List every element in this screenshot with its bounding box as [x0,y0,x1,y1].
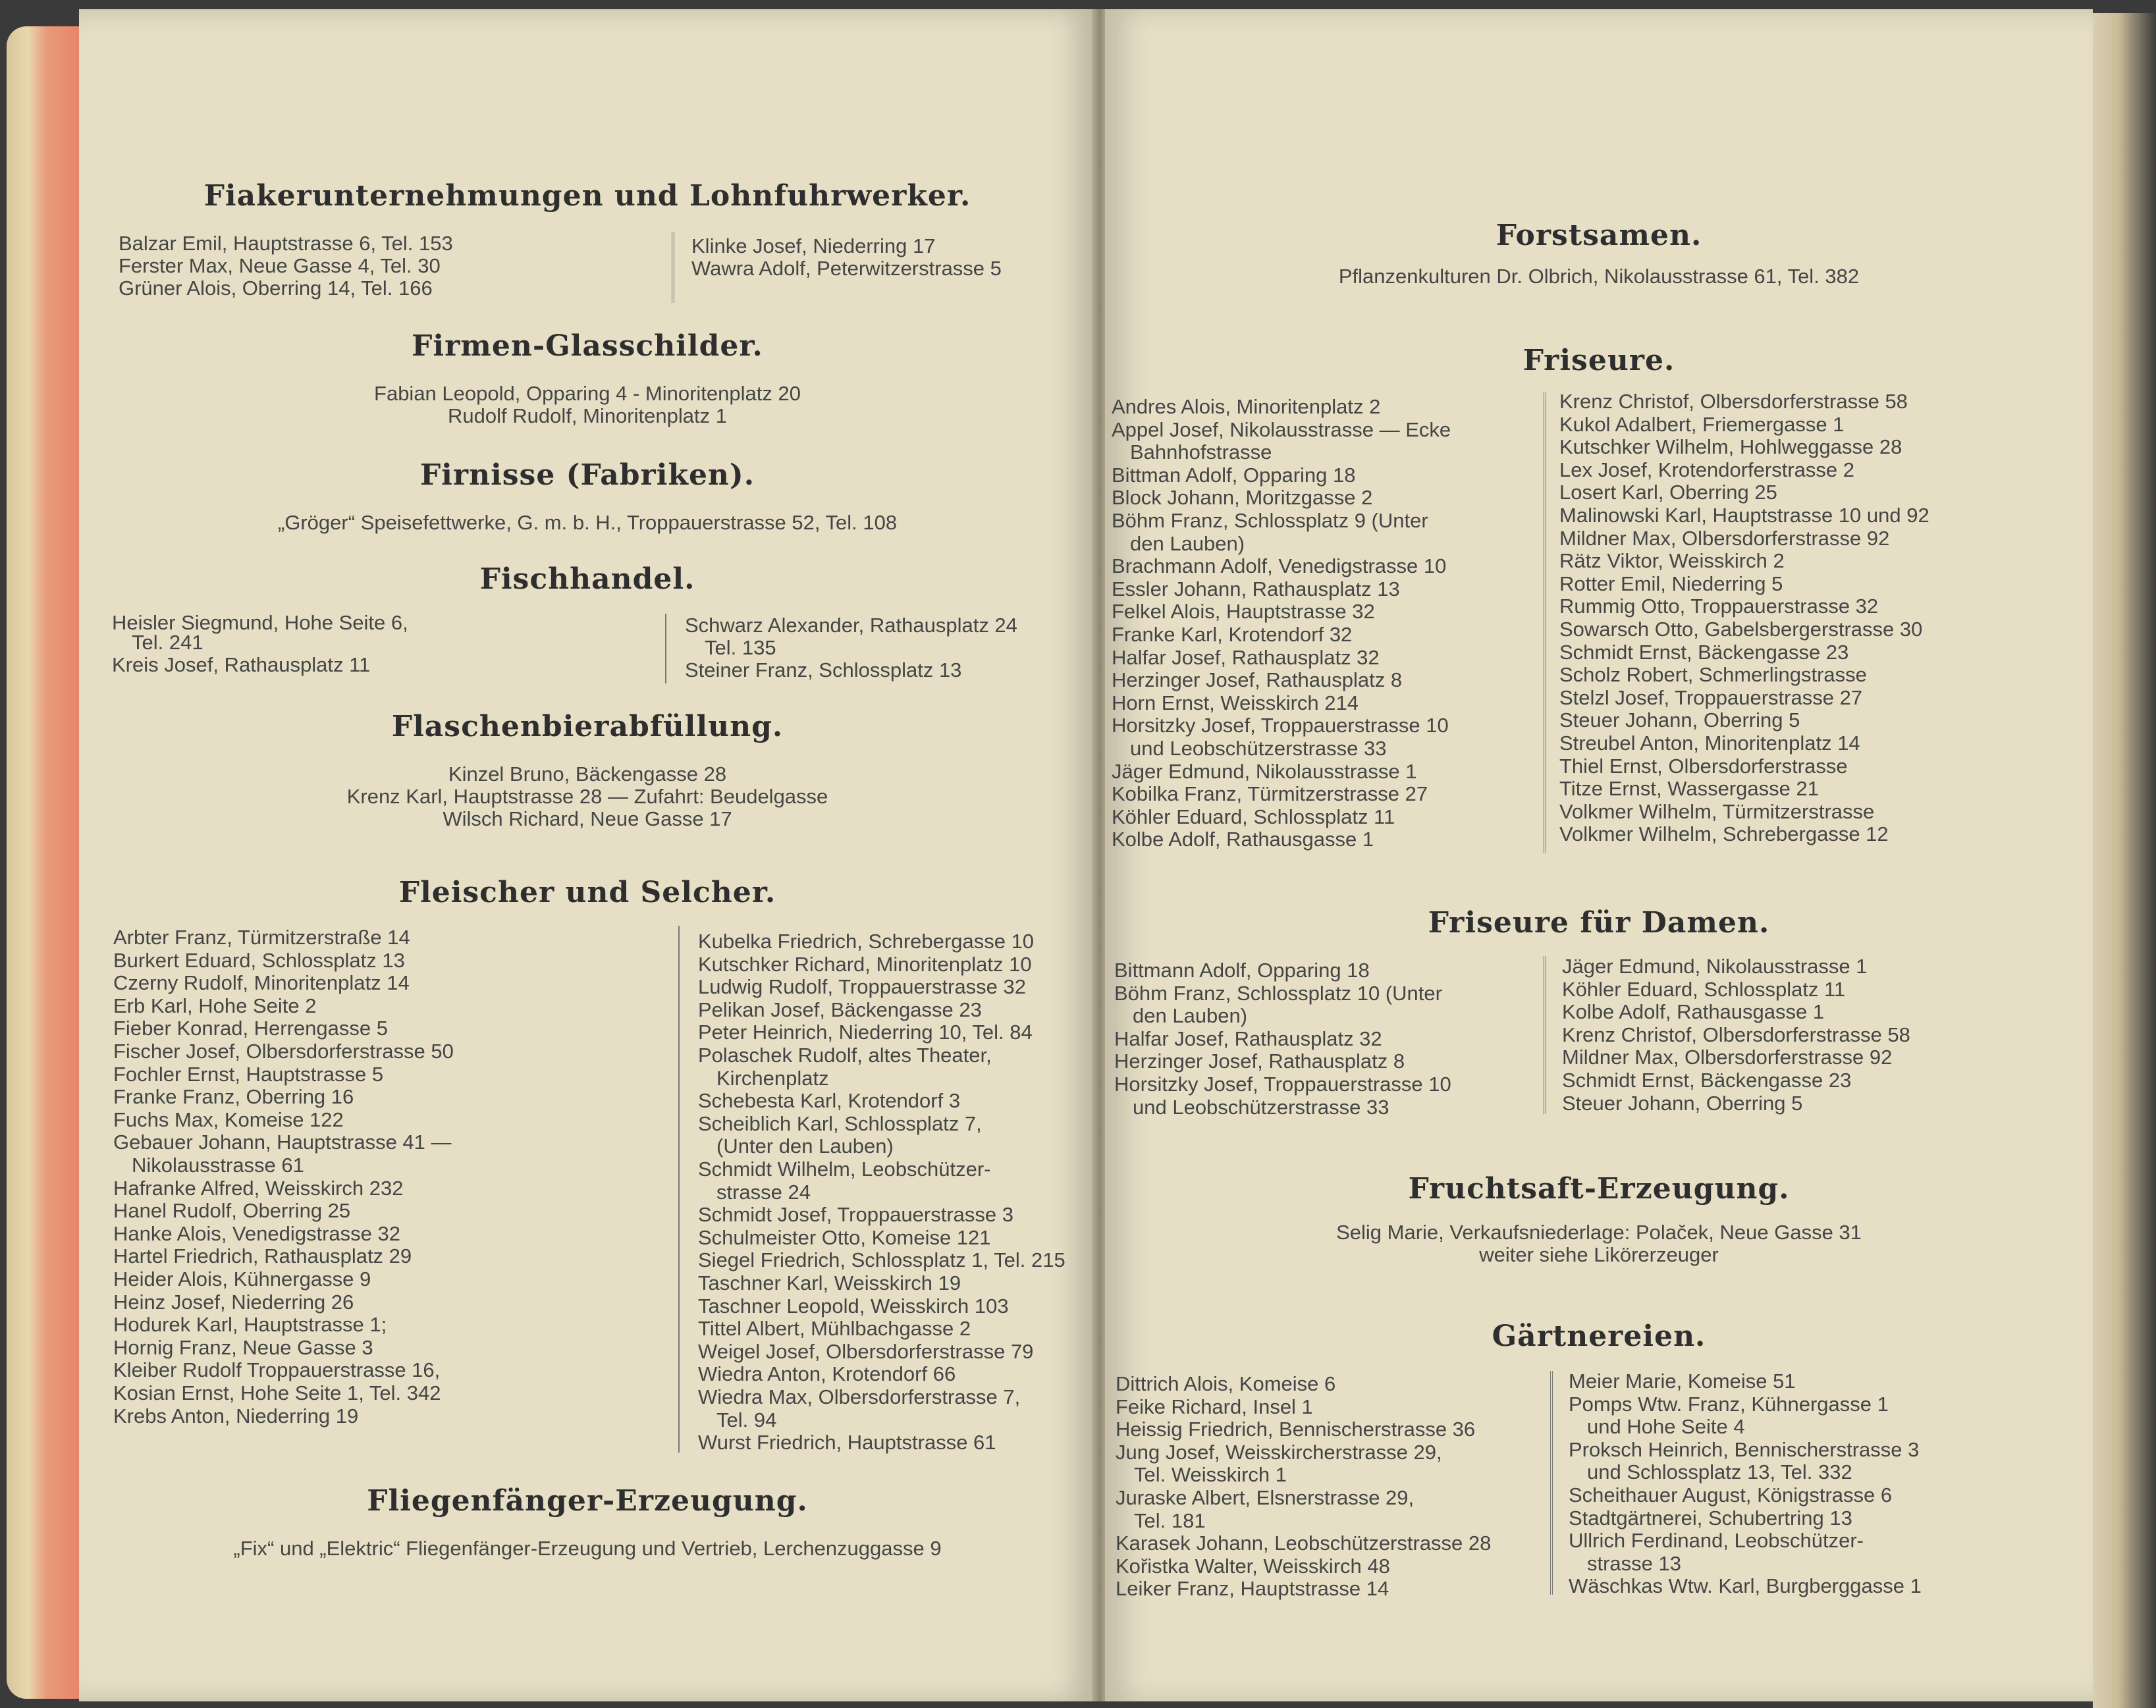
column-divider [1550,1371,1553,1595]
list-item: Tittel Albert, Mühlbachgasse 2 [698,1317,971,1341]
section-heading: Friseure für Damen. [1428,906,1770,940]
list-item: Rudolf Rudolf, Minoritenplatz 1 [448,404,727,427]
list-item: Burkert Eduard, Schlossplatz 13 [113,948,405,972]
list-item: Kinzel Bruno, Bäckengasse 28 [448,762,727,786]
list-item: Herzinger Josef, Rathausplatz 8 [1112,668,1403,692]
list-item: Mildner Max, Olbersdorferstrasse 92 [1562,1046,1893,1069]
list-item: Siegel Friedrich, Schlossplatz 1, Tel. 215 [698,1248,1065,1272]
list-item: Proksch Heinrich, Bennischerstrasse 3 [1569,1437,1920,1461]
list-item: Ferster Max, Neue Gasse 4, Tel. 30 [119,254,441,277]
list-item: Thiel Ernst, Olbersdorferstrasse [1559,754,1848,778]
list-item: Mildner Max, Olbersdorferstrasse 92 [1559,526,1890,550]
section-heading: Fischhandel. [479,562,695,596]
list-item: Rotter Emil, Niederring 5 [1559,572,1783,595]
list-item: Stadtgärtnerei, Schubertring 13 [1569,1506,1852,1530]
list-item: und Leobschützerstrasse 33 [1133,1095,1389,1119]
list-item: Wäschkas Wtw. Karl, Burgberggasse 1 [1569,1574,1922,1598]
list-item: Essler Johann, Rathausplatz 13 [1112,577,1400,600]
list-item: Selig Marie, Verkaufsniederlage: Polaček, Neue Gasse 31 [1336,1221,1862,1244]
list-item: Ludwig Rudolf, Troppauerstrasse 32 [698,975,1027,999]
list-item: Titze Ernst, Wassergasse 21 [1559,777,1819,801]
section-heading: Firnisse (Fabriken). [419,458,755,492]
list-item: Dittrich Alois, Komeise 6 [1116,1372,1336,1395]
list-item: Arbter Franz, Türmitzerstraße 14 [113,926,410,949]
list-item: Heider Alois, Kühnergasse 9 [113,1268,371,1291]
list-item: Taschner Karl, Weisskirch 19 [698,1271,961,1294]
list-item: Hartel Friedrich, Rathausplatz 29 [113,1244,412,1268]
list-item: (Unter den Lauben) [716,1134,894,1158]
section-heading: Firmen-Glasschilder. [412,329,763,363]
list-item: Kirchenplatz [716,1066,829,1090]
list-item: Fischer Josef, Olbersdorferstrasse 50 [113,1040,454,1063]
list-item: Felkel Alois, Hauptstrasse 32 [1112,600,1375,624]
list-item: Kobilka Franz, Türmitzerstrasse 27 [1112,782,1428,806]
list-item: Hanke Alois, Venedigstrasse 32 [113,1221,400,1245]
list-item: Kolbe Adolf, Rathausgasse 1 [1562,1000,1825,1024]
list-item: Kosian Ernst, Hohe Seite 1, Tel. 342 [113,1381,441,1404]
column-divider [672,232,674,303]
list-item: „Fix“ und „Elektric“ Fliegenfänger-Erzeugung und Vertrieb, Lerchenzuggasse 9 [233,1537,942,1560]
list-item: Schulmeister Otto, Komeise 121 [698,1225,991,1249]
list-item: Tel. 135 [705,636,776,659]
list-item: Heisler Siegmund, Hohe Seite 6, [112,611,408,634]
list-item: Taschner Leopold, Weisskirch 103 [698,1294,1009,1318]
list-item: strasse 13 [1587,1551,1682,1575]
list-item: Schmidt Wilhelm, Leobschützer- [698,1158,991,1181]
list-item: und Hohe Seite 4 [1587,1415,1745,1439]
list-item: Schwarz Alexander, Rathausplatz 24 [685,614,1017,637]
list-item: Fuchs Max, Komeise 122 [113,1108,344,1131]
list-item: Kukol Adalbert, Friemergasse 1 [1559,412,1845,436]
list-item: weiter siehe Likörerzeuger [1479,1243,1719,1266]
list-item: Tel. Weisskirch 1 [1134,1463,1287,1487]
list-item: Nikolausstrasse 61 [132,1154,304,1177]
column-divider [1544,392,1546,853]
section-heading: Flaschenbierabfüllung. [391,710,784,743]
list-item: Wawra Adolf, Peterwitzerstrasse 5 [691,257,1002,280]
list-item: Steuer Johann, Oberring 5 [1562,1091,1803,1115]
list-item: Herzinger Josef, Rathausplatz 8 [1114,1050,1405,1073]
list-item: Bittmann Adolf, Opparing 18 [1114,959,1370,982]
list-item: Horsitzky Josef, Troppauerstrasse 10 [1112,714,1449,737]
right-page [1105,9,2093,1701]
section-heading: Fiakerunternehmungen und Lohnfuhrwerker. [203,179,971,213]
list-item: Wilsch Richard, Neue Gasse 17 [443,807,732,830]
list-item: Kořistka Walter, Weisskirch 48 [1116,1554,1390,1578]
list-item: Franke Franz, Oberring 16 [113,1085,354,1109]
list-item: Fochler Ernst, Hauptstrasse 5 [113,1062,384,1086]
section-heading: Forstsamen. [1496,219,1702,252]
list-item: Jäger Edmund, Nikolausstrasse 1 [1112,759,1417,783]
list-item: Bittman Adolf, Opparing 18 [1112,463,1356,487]
list-item: Pflanzenkulturen Dr. Olbrich, Nikolausstrasse 61, Tel. 382 [1338,265,1860,288]
list-item: Lex Josef, Krotendorferstrasse 2 [1559,458,1855,481]
list-item: Volkmer Wilhelm, Schrebergasse 12 [1559,822,1889,846]
list-item: Horsitzky Josef, Troppauerstrasse 10 [1114,1073,1451,1096]
list-item: Krenz Christof, Olbersdorferstrasse 58 [1562,1023,1910,1046]
book-edge [7,26,79,1699]
column-divider [665,614,666,683]
list-item: und Schlossplatz 13, Tel. 332 [1587,1460,1852,1484]
list-item: Kolbe Adolf, Rathausgasse 1 [1112,828,1374,851]
list-item: Horn Ernst, Weisskirch 214 [1112,691,1359,714]
list-item: Andres Alois, Minoritenplatz 2 [1112,395,1381,418]
list-item: Meier Marie, Komeise 51 [1569,1370,1796,1393]
list-item: Hornig Franz, Neue Gasse 3 [113,1335,373,1359]
list-item: Hodurek Karl, Hauptstrasse 1; [113,1313,387,1337]
list-item: Losert Karl, Oberring 25 [1559,481,1777,504]
list-item: den Lauben) [1133,1004,1248,1028]
list-item: Ullrich Ferdinand, Leobschützer- [1569,1529,1864,1553]
list-item: Böhm Franz, Schlossplatz 9 (Unter [1112,509,1428,532]
list-item: Tel. 241 [132,631,203,654]
list-item: Jung Josef, Weisskircherstrasse 29, [1116,1440,1442,1464]
list-item: Hanel Rudolf, Oberring 25 [113,1199,351,1223]
list-item: Wiedra Max, Olbersdorferstrasse 7, [698,1385,1021,1408]
list-item: Kleiber Rudolf Troppauerstrasse 16, [113,1358,441,1382]
list-item: Scheiblich Karl, Schlossplatz 7, [698,1111,982,1135]
list-item: Appel Josef, Nikolausstrasse — Ecke [1112,417,1451,441]
list-item: Feike Richard, Insel 1 [1116,1395,1313,1418]
column-divider [1544,956,1546,1114]
list-item: Hafranke Alfred, Weisskirch 232 [113,1176,404,1200]
list-item: den Lauben) [1130,531,1245,555]
list-item: Schmidt Josef, Troppauerstrasse 3 [698,1203,1014,1227]
section-heading: Gärtnereien. [1492,1320,1706,1353]
list-item: Franke Karl, Krotendorf 32 [1112,623,1353,646]
list-item: Köhler Eduard, Schlossplatz 11 [1562,977,1846,1001]
list-item: Rummig Otto, Troppauerstrasse 32 [1559,595,1879,618]
list-item: Tel. 181 [1134,1508,1206,1532]
list-item: Köhler Eduard, Schlossplatz 11 [1112,805,1395,828]
list-item: Brachmann Adolf, Venedigstrasse 10 [1112,554,1447,578]
list-item: Czerny Rudolf, Minoritenplatz 14 [113,971,410,995]
section-heading: Fleischer und Selcher. [398,876,776,909]
list-item: Erb Karl, Hohe Seite 2 [113,994,317,1017]
list-item: Juraske Albert, Elsnerstrasse 29, [1116,1486,1415,1509]
list-item: Bahnhofstrasse [1130,440,1272,464]
list-item: Kubelka Friedrich, Schrebergasse 10 [698,930,1035,953]
list-item: Krenz Christof, Olbersdorferstrasse 58 [1559,390,1908,413]
list-item: Wurst Friedrich, Hauptstrasse 61 [698,1431,996,1454]
list-item: Schebesta Karl, Krotendorf 3 [698,1089,961,1113]
list-item: Gebauer Johann, Hauptstrasse 41 — [113,1131,452,1154]
list-item: Heinz Josef, Niederring 26 [113,1290,354,1314]
list-item: Heissig Friedrich, Bennischerstrasse 36 [1116,1418,1476,1441]
list-item: Klinke Josef, Niederring 17 [691,234,936,257]
list-item: Malinowski Karl, Hauptstrasse 10 und 92 [1559,504,1929,527]
list-item: Block Johann, Moritzgasse 2 [1112,486,1373,510]
list-item: Kutschker Wilhelm, Hohlweggasse 28 [1559,435,1902,459]
list-item: Steuer Johann, Oberring 5 [1559,708,1800,732]
list-item: Leiker Franz, Hauptstrasse 14 [1116,1577,1389,1601]
list-item: Sowarsch Otto, Gabelsbergerstrasse 30 [1559,618,1923,641]
column-divider [678,926,680,1453]
list-item: Halfar Josef, Rathausplatz 32 [1114,1027,1382,1050]
list-item: Schmidt Ernst, Bäckengasse 23 [1562,1069,1852,1092]
list-item: Rätz Viktor, Weisskirch 2 [1559,549,1785,573]
section-heading: Fruchtsaft-Erzeugung. [1408,1172,1790,1206]
list-item: Streubel Anton, Minoritenplatz 14 [1559,732,1860,755]
list-item: Kreis Josef, Rathausplatz 11 [112,653,371,676]
list-item: Pelikan Josef, Bäckengasse 23 [698,998,982,1021]
list-item: „Gröger“ Speisefettwerke, G. m. b. H., Troppauerstrasse 52, Tel. 108 [277,511,898,534]
section-heading: Fliegenfänger-Erzeugung. [367,1484,808,1518]
left-page [79,9,1096,1701]
list-item: Steiner Franz, Schlossplatz 13 [685,658,962,681]
list-item: Weigel Josef, Olbersdorferstrasse 79 [698,1339,1034,1363]
list-item: Karasek Johann, Leobschützerstrasse 28 [1116,1532,1492,1555]
list-item: Grüner Alois, Oberring 14, Tel. 166 [119,277,433,300]
list-item: Peter Heinrich, Niederring 10, Tel. 84 [698,1021,1033,1044]
list-item: Krebs Anton, Niederring 19 [113,1404,359,1428]
list-item: Scholz Robert, Schmerlingstrasse [1559,663,1867,687]
list-item: Halfar Josef, Rathausplatz 32 [1112,645,1380,669]
list-item: strasse 24 [716,1180,811,1204]
list-item: Fabian Leopold, Oppаring 4 - Minoritenplatz 20 [374,382,801,405]
list-item: Jäger Edmund, Nikolausstrasse 1 [1562,955,1868,978]
list-item: Polaschek Rudolf, altes Theater, [698,1044,992,1067]
list-item: Böhm Franz, Schlossplatz 10 (Unter [1114,981,1442,1005]
section-heading: Friseure. [1523,344,1675,377]
list-item: Wiedra Anton, Krotendorf 66 [698,1362,956,1386]
list-item: Stelzl Josef, Troppauerstrasse 27 [1559,685,1863,709]
book-edge-right [2093,13,2156,1708]
list-item: Tel. 94 [716,1408,777,1431]
list-item: und Leobschützerstrasse 33 [1130,737,1387,760]
list-item: Kutschker Richard, Minoritenplatz 10 [698,952,1032,976]
list-item: Pomps Wtw. Franz, Kühnergasse 1 [1569,1392,1889,1416]
list-item: Fieber Konrad, Herrengasse 5 [113,1017,389,1040]
list-item: Volkmer Wilhelm, Türmitzerstrasse [1559,799,1875,823]
list-item: Balzar Emil, Hauptstrasse 6, Tel. 153 [119,232,453,255]
list-item: Scheithauer August, Königstrasse 6 [1569,1483,1893,1507]
list-item: Schmidt Ernst, Bäckengasse 23 [1559,640,1849,664]
list-item: Krenz Karl, Hauptstrasse 28 — Zufahrt: Beudelgasse [346,785,828,808]
